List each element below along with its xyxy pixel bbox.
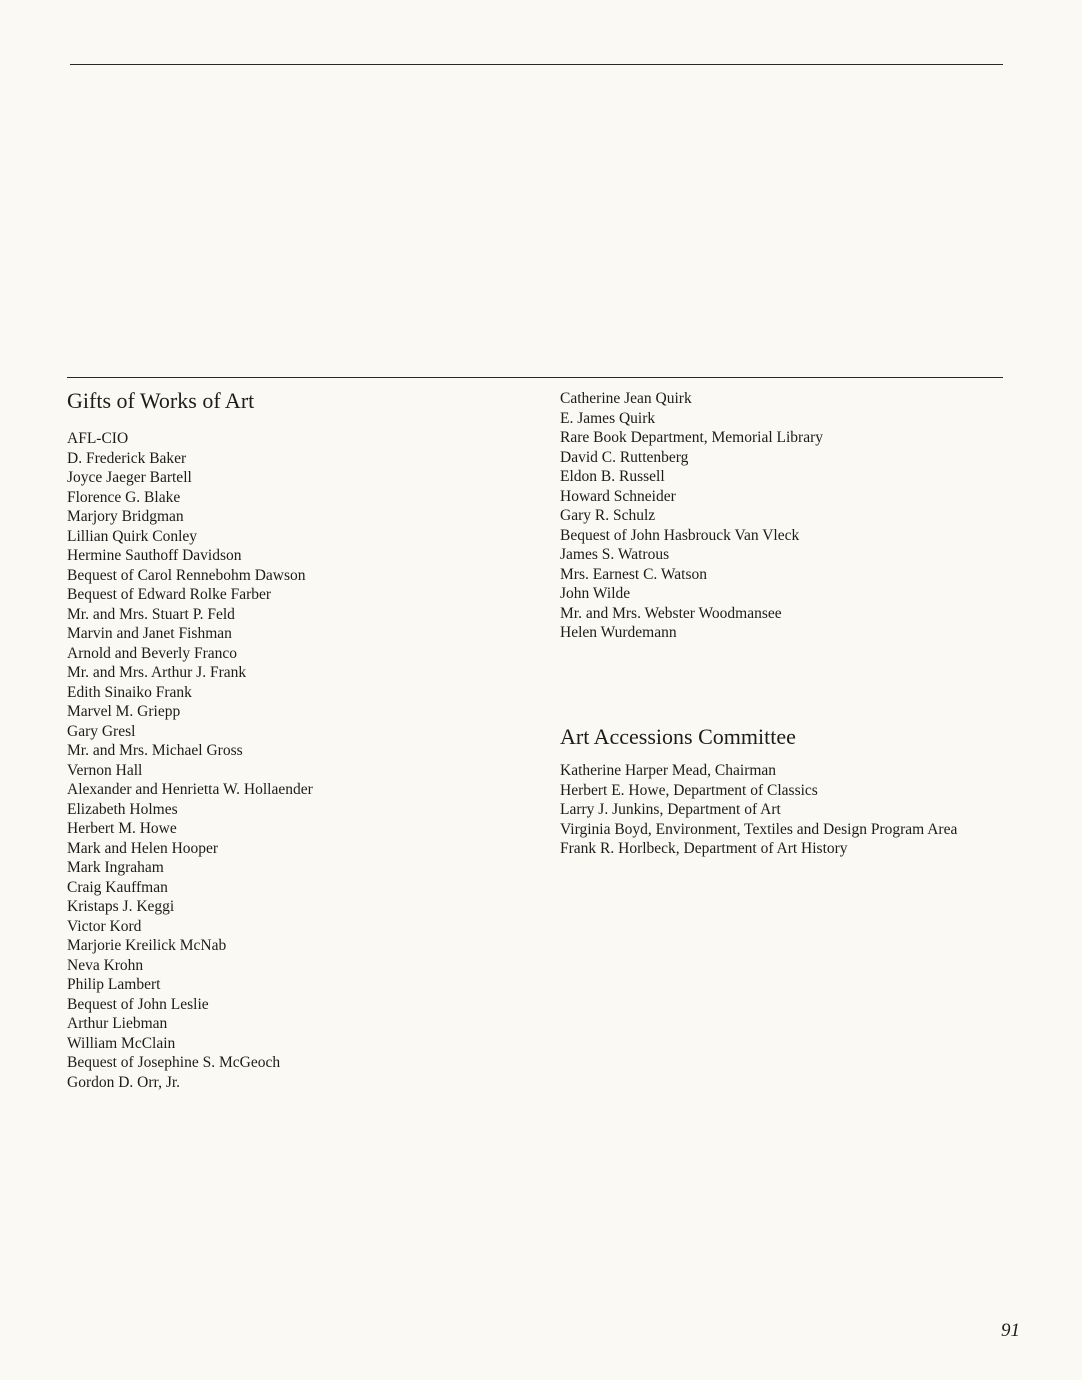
- donor-name: Marvin and Janet Fishman: [67, 625, 232, 642]
- donor-name: Mr. and Mrs. Michael Gross: [67, 742, 243, 759]
- donor-name: Alexander and Henrietta W. Hollaender: [67, 781, 313, 798]
- donor-name: Arthur Liebman: [67, 1015, 168, 1032]
- donor-name: Vernon Hall: [67, 761, 143, 779]
- donor-name: Howard Schneider: [560, 487, 676, 505]
- donor-name: Craig Kauffman: [67, 878, 168, 896]
- donor-list-right: [560, 389, 1000, 643]
- donor-list-left: [67, 429, 507, 1092]
- donor-name: Catherine Jean Quirk: [560, 390, 692, 407]
- donor-name: Lillian Quirk Conley: [67, 527, 198, 545]
- donor-name: Joyce Jaeger Bartell: [67, 469, 192, 486]
- donor-name: Neva Krohn: [67, 956, 144, 974]
- donor-name: Elizabeth Holmes: [67, 800, 178, 818]
- donor-name: D. Frederick Baker: [67, 449, 187, 467]
- committee-section: [560, 723, 1000, 859]
- committee-member: Larry J. Junkins, Department of Art: [560, 801, 781, 818]
- donor-name: Rare Book Department, Memorial Library: [560, 429, 823, 446]
- donor-name: Mr. and Mrs. Stuart P. Feld: [67, 605, 235, 623]
- committee-member-list: [560, 761, 1000, 859]
- donor-name: Herbert M. Howe: [67, 820, 177, 837]
- gifts-heading: Gifts of Works of Art: [67, 388, 255, 413]
- committee-member: Frank R. Horlbeck, Department of Art History: [560, 840, 848, 857]
- donor-name: Edith Sinaiko Frank: [67, 683, 192, 701]
- donor-name: AFL-CIO: [67, 430, 129, 447]
- donor-name: James S. Watrous: [560, 546, 670, 563]
- donor-name: Kristaps J. Keggi: [67, 898, 175, 915]
- donor-name: Bequest of John Hasbrouck Van Vleck: [560, 526, 800, 544]
- donor-name: Philip Lambert: [67, 976, 161, 993]
- donor-name: Mr. and Mrs. Webster Woodmansee: [560, 604, 782, 622]
- donor-name: Florence G. Blake: [67, 488, 181, 506]
- donor-name: John Wilde: [560, 585, 631, 602]
- donor-name: Mr. and Mrs. Arthur J. Frank: [67, 664, 247, 681]
- donor-name: William McClain: [67, 1034, 176, 1052]
- donor-name: Arnold and Beverly Franco: [67, 644, 238, 662]
- committee-member: Virginia Boyd, Environment, Textiles and Design Program Area: [560, 820, 958, 838]
- gifts-continued: [560, 389, 1000, 643]
- donor-name: Mark Ingraham: [67, 859, 164, 876]
- gifts-section: [67, 387, 507, 1092]
- committee-heading: Art Accessions Committee: [560, 724, 796, 749]
- donor-name: Victor Kord: [67, 917, 142, 935]
- donor-name: Marjory Bridgman: [67, 508, 184, 525]
- donor-name: Hermine Sauthoff Davidson: [67, 547, 242, 564]
- donor-name: Bequest of Josephine S. McGeoch: [67, 1054, 281, 1071]
- donor-name: Mark and Helen Hooper: [67, 839, 219, 857]
- donor-name: Mrs. Earnest C. Watson: [560, 565, 707, 583]
- donor-name: Marvel M. Griepp: [67, 703, 181, 720]
- donor-name: Helen Wurdemann: [560, 624, 677, 641]
- committee-member: Katherine Harper Mead, Chairman: [560, 762, 777, 779]
- donor-name: Bequest of John Leslie: [67, 995, 209, 1013]
- donor-name: Marjorie Kreilick McNab: [67, 937, 227, 954]
- donor-name: David C. Ruttenberg: [560, 448, 689, 466]
- donor-name: Eldon B. Russell: [560, 468, 665, 485]
- top-rule: [70, 64, 1003, 65]
- page-number: 91: [1001, 1320, 1020, 1341]
- committee-member: Herbert E. Howe, Department of Classics: [560, 781, 818, 799]
- donor-name: E. James Quirk: [560, 409, 656, 427]
- donor-name: Gary Gresl: [67, 722, 136, 740]
- donor-name: Bequest of Edward Rolke Farber: [67, 586, 272, 603]
- donor-name: Gary R. Schulz: [560, 507, 656, 524]
- section-rule: [67, 377, 1003, 378]
- donor-name: Gordon D. Orr, Jr.: [67, 1073, 181, 1091]
- donor-name: Bequest of Carol Rennebohm Dawson: [67, 566, 306, 584]
